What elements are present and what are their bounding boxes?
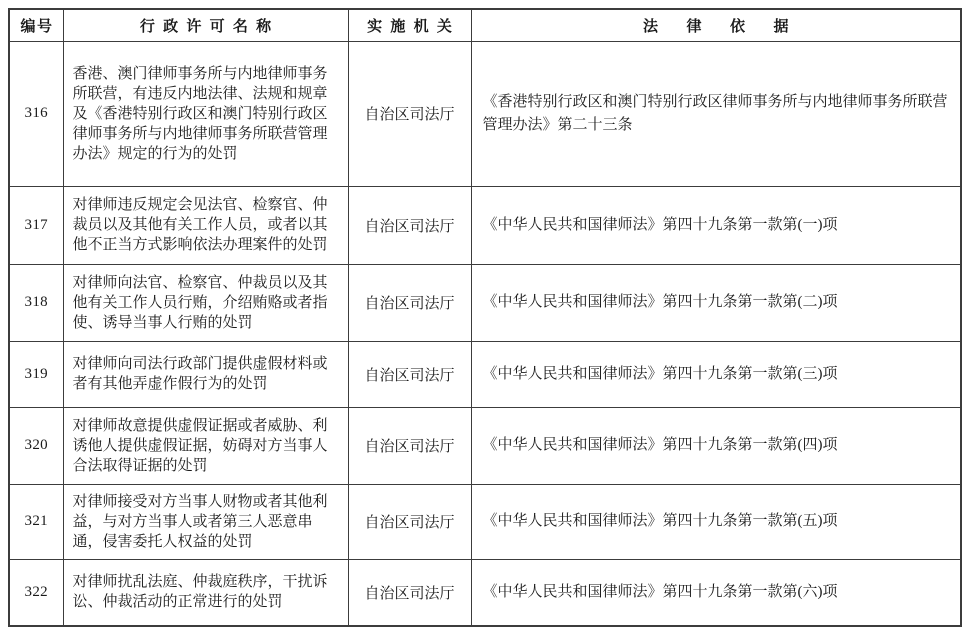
permission-name-cell: 对律师故意提供虚假证据或者威胁、利诱他人提供虚假证据，妨碍对方当事人合法取得证据的处罚 (63, 407, 348, 484)
table-row (9, 407, 961, 484)
column-header-agency: 实施机关 (348, 9, 471, 41)
permission-name-cell: 对律师向法官、检察官、仲裁员以及其他有关工作人员行贿，介绍贿赂或者指使、诱导当事人行贿的处罚 (63, 264, 348, 341)
column-header-number: 编号 (9, 9, 63, 41)
agency-cell: 自治区司法厅 (348, 341, 471, 407)
legal-basis-cell: 《中华人民共和国律师法》第四十九条第一款第(五)项 (471, 484, 961, 559)
table-row (9, 41, 961, 186)
legal-basis-cell: 《中华人民共和国律师法》第四十九条第一款第(四)项 (471, 407, 961, 484)
agency-cell: 自治区司法厅 (348, 407, 471, 484)
row-number-cell: 322 (9, 559, 63, 626)
row-number-cell: 320 (9, 407, 63, 484)
table-row (9, 186, 961, 264)
permission-name-cell: 对律师违反规定会见法官、检察官、仲裁员以及其他有关工作人员，或者以其他不正当方式影响依法办理案件的处罚 (63, 186, 348, 264)
legal-basis-cell: 《中华人民共和国律师法》第四十九条第一款第(一)项 (471, 186, 961, 264)
table-header-row (9, 9, 961, 41)
row-number-cell: 316 (9, 41, 63, 186)
permission-name-cell: 对律师向司法行政部门提供虚假材料或者有其他弄虚作假行为的处罚 (63, 341, 348, 407)
column-header-legal-basis: 法律依据 (471, 9, 961, 41)
permission-name-cell: 对律师扰乱法庭、仲裁庭秩序，干扰诉讼、仲裁活动的正常进行的处罚 (63, 559, 348, 626)
row-number-cell: 321 (9, 484, 63, 559)
legal-basis-cell: 《中华人民共和国律师法》第四十九条第一款第(三)项 (471, 341, 961, 407)
agency-cell: 自治区司法厅 (348, 559, 471, 626)
legal-basis-cell: 《中华人民共和国律师法》第四十九条第一款第(二)项 (471, 264, 961, 341)
agency-cell: 自治区司法厅 (348, 186, 471, 264)
permission-name-cell: 对律师接受对方当事人财物或者其他利益，与对方当事人或者第三人恶意串通，侵害委托人权益的处罚 (63, 484, 348, 559)
agency-cell: 自治区司法厅 (348, 41, 471, 186)
agency-cell: 自治区司法厅 (348, 484, 471, 559)
column-header-permission-name: 行政许可名称 (63, 9, 348, 41)
agency-cell: 自治区司法厅 (348, 264, 471, 341)
permission-name-cell: 香港、澳门律师事务所与内地律师事务所联营，有违反内地法律、法规和规章及《香港特别行政区和澳门特别行政区律师事务所与内地律师事务所联营管理办法》规定的行为的处罚 (63, 41, 348, 186)
row-number-cell: 319 (9, 341, 63, 407)
table-row (9, 484, 961, 559)
table-row (9, 341, 961, 407)
row-number-cell: 318 (9, 264, 63, 341)
legal-basis-cell: 《香港特别行政区和澳门特别行政区律师事务所与内地律师事务所联营管理办法》第二十三条 (471, 41, 961, 186)
table-row (9, 264, 961, 341)
table-row (9, 559, 961, 626)
administrative-permissions-table (8, 8, 962, 627)
legal-basis-cell: 《中华人民共和国律师法》第四十九条第一款第(六)项 (471, 559, 961, 626)
row-number-cell: 317 (9, 186, 63, 264)
